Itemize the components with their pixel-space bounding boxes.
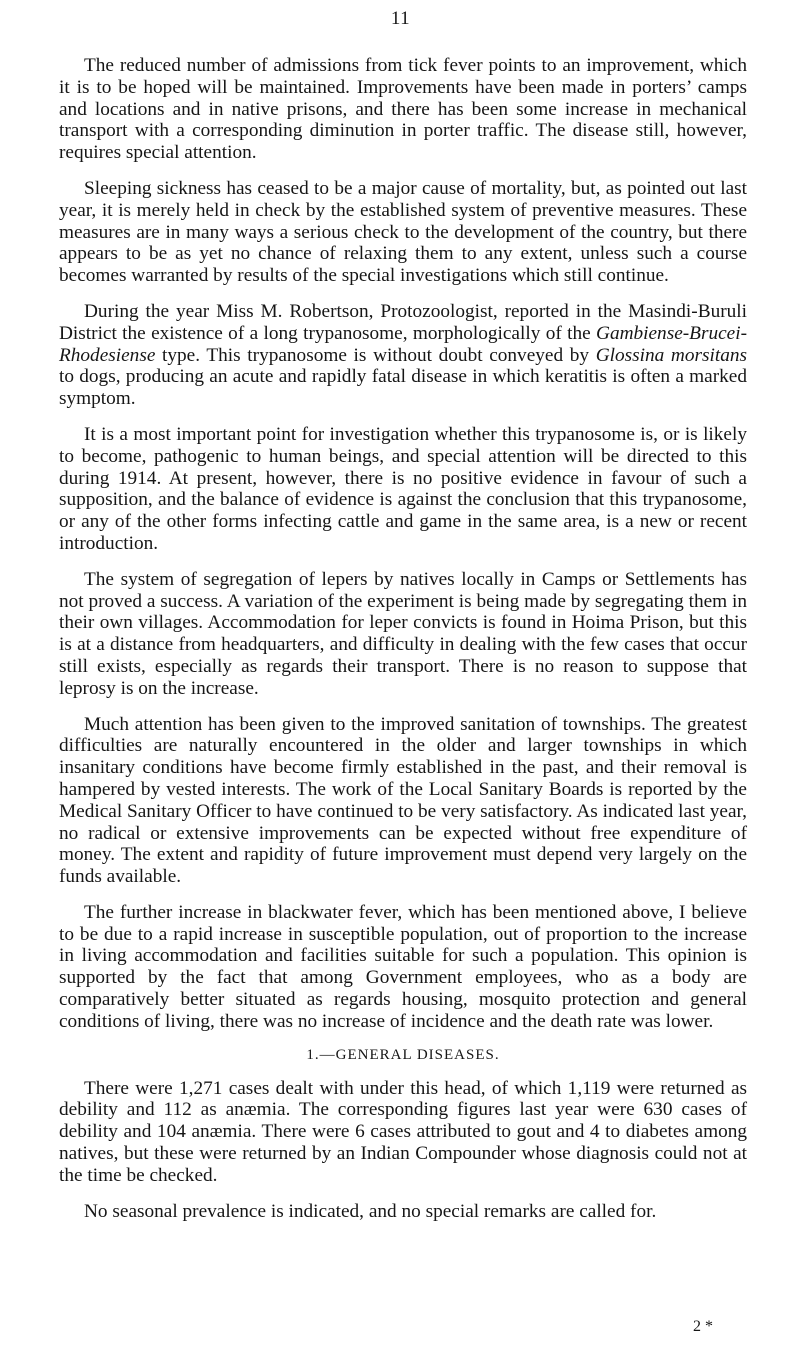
- text-span: to dogs, producing an acute and rapidly fatal disease in which keratitis is often a marked symptom.: [59, 366, 747, 410]
- body-text: [59, 55, 747, 1236]
- species-name: Glossina morsitans: [595, 344, 747, 366]
- page-number: 11: [390, 8, 411, 29]
- signature-mark: 2 *: [693, 1318, 713, 1335]
- paragraph-investigation: It is a most important point for investigation whether this trypanosome is, or is likely to become, pathogenic to human beings, and special attention will be directed to this during 1914. At present, however, there is no positive evidence in favour of such a supposition, and the balance of evidence is against the conclusion that this trypanosome, or any of the other forms infecting cattle and game in the same area, is a new or recent introduction.: [59, 423, 747, 554]
- paragraph-blackwater-fever: The further increase in blackwater fever, which has been mentioned above, I believe to be due to a rapid increase in susceptible population, out of proportion to the increase in living accommodation and facilities suitable for such a population. This opinion is supported by the fact that among Government employees, who as a body are comparatively better situated as regards housing, mosquito protection and general conditions of living, there was no increase of incidence and the death rate was lower.: [59, 901, 747, 1032]
- paragraph-sanitation: Much attention has been given to the improved sanitation of townships. The greatest difficulties are naturally encountered in the older and larger townships in which insanitary conditions have become firmly established in the past, and their removal is hampered by vested interests. The work of the Local Sanitary Boards is reported by the Medical Sanitary Officer to have continued to be very satisfactory. As indicated last year, no radical or extensive improvements can be expected without free expenditure of money. The extent and rapidity of future improvement must depend very largely on the funds available.: [59, 713, 747, 888]
- section-heading: 1.—GENERAL DISEASES.: [306, 1046, 500, 1063]
- text-span: type. This trypanosome is without doubt conveyed by: [155, 344, 596, 366]
- species-name: Gambiense-Brucei-Rhodesiense: [59, 322, 747, 366]
- paragraph-sleeping-sickness: Sleeping sickness has ceased to be a major cause of mortality, but, as pointed out last year, it is merely held in check by the established system of preventive measures. These measures are in many ways a serious check to the development of the country, but there appears to be as yet no chance of relaxing them to any extent, unless such a course becomes warranted by results of the special investigations which still continue.: [59, 177, 747, 287]
- paragraph-lepers: The system of segregation of lepers by natives locally in Camps or Settlements has not proved a success. A variation of the experiment is being made by segregating them in their own villages. Accommodation for leper convicts is found in Hoima Prison, but this is at a distance from headquarters, and difficulty in dealing with the few cases that occur still exists, especially as regards their transport. There is no reason to suppose that leprosy is on the increase.: [59, 568, 747, 699]
- paragraph-general-diseases: There were 1,271 cases dealt with under this head, of which 1,119 were returned as debility and 112 as anæmia. The corresponding figures last year were 630 cases of debility and 104 anæmia. There were 6 cases attributed to gout and 4 to diabetes among natives, but these were returned by an Indian Compounder whose diagnosis could not at the time be checked.: [59, 1077, 747, 1186]
- paragraph-tick-fever: The reduced number of admissions from tick fever points to an improvement, which it is to be hoped will be maintained. Improvements have been made in porters’ camps and locations and in native prisons, and there has been some increase in mechanical transport with a corresponding diminution in porter traffic. The disease still, however, requires special attention.: [59, 55, 747, 164]
- paragraph-seasonal-prevalence: No seasonal prevalence is indicated, and no special remarks are called for.: [84, 1200, 657, 1222]
- paragraph-trypanosome-report: [59, 301, 747, 410]
- text-span: During the year Miss M. Robertson, Protozoologist, reported in the Masindi-Buruli District the existence of a long trypanosome, morphologically of the: [59, 300, 747, 344]
